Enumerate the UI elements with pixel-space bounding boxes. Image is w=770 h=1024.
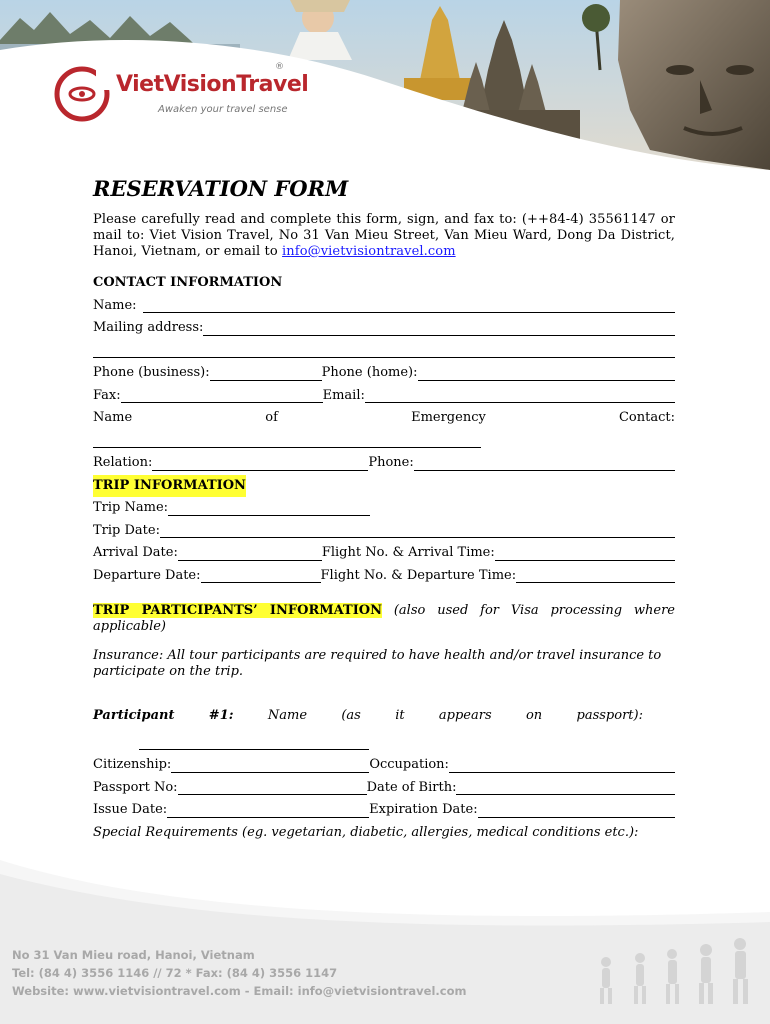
- trip-name-field[interactable]: [168, 499, 370, 516]
- mailing-field-2[interactable]: [93, 341, 675, 358]
- participants-note: (also used for Visa processing where applicable): [93, 603, 675, 634]
- arrival-date-label: Arrival Date:: [93, 545, 178, 560]
- email-link[interactable]: info@vietvisiontravel.com: [282, 244, 456, 259]
- issue-date-label: Issue Date:: [93, 802, 168, 817]
- fax-label: Fax:: [93, 387, 121, 403]
- email-label: Email:: [322, 387, 365, 403]
- arrival-date-field[interactable]: [178, 544, 322, 561]
- emergency-word-1: Name: [93, 410, 133, 425]
- emergency-label-row: [93, 407, 675, 430]
- mailing-field[interactable]: [203, 319, 675, 336]
- participants-heading-para: [93, 603, 675, 634]
- logo-brand: VietVisionTravel: [116, 72, 309, 97]
- occupation-label: Occupation:: [369, 757, 449, 772]
- phone-business-field[interactable]: [210, 364, 322, 381]
- footer-address: No 31 Van Mieu road, Hanoi, Vietnam: [12, 948, 255, 962]
- emergency-word-3: Emergency: [411, 410, 486, 425]
- phone-row: [93, 362, 675, 385]
- p1-word-2: (as: [341, 708, 361, 723]
- flight-arrival-field[interactable]: [495, 544, 675, 561]
- trip-date-label: Trip Date:: [93, 522, 160, 538]
- departure-date-field[interactable]: [201, 566, 321, 583]
- trip-name-label: Trip Name:: [93, 500, 169, 515]
- arrival-row: [93, 542, 675, 565]
- flight-departure-label: Flight No. & Departure Time:: [320, 567, 517, 583]
- occupation-field[interactable]: [449, 756, 675, 773]
- footer-website: Website: www.vietvisiontravel.com - Email: info@vietvisiontravel.com: [12, 984, 467, 998]
- special-row: [93, 822, 675, 845]
- emergency-word-4: Contact:: [618, 410, 675, 425]
- passport-label: Passport No:: [93, 779, 178, 795]
- departure-date-label: Departure Date:: [93, 567, 201, 583]
- issue-date-field[interactable]: [167, 801, 369, 818]
- expiration-field[interactable]: [478, 801, 675, 818]
- contact-heading: CONTACT INFORMATION: [93, 275, 283, 290]
- phone-home-label: Phone (home):: [321, 365, 418, 380]
- trip-date-field[interactable]: [160, 521, 675, 538]
- name-row: [93, 295, 675, 318]
- mailing-label: Mailing address:: [93, 320, 204, 335]
- dob-field[interactable]: [456, 778, 675, 795]
- form-body: [93, 176, 675, 844]
- participant-number: #1:: [208, 708, 234, 723]
- trip-heading-row: [93, 475, 675, 498]
- emergency-field-row: [93, 430, 675, 453]
- flight-arrival-label: Flight No. & Arrival Time:: [321, 545, 495, 560]
- relation-label: Relation:: [93, 455, 153, 470]
- passport-row: [93, 777, 675, 800]
- p1-word-4: appears: [438, 708, 492, 723]
- passport-field[interactable]: [178, 778, 367, 795]
- departure-row: [93, 565, 675, 588]
- participant-1-name-field[interactable]: [139, 733, 369, 750]
- dob-label: Date of Birth:: [366, 779, 457, 795]
- participant-1-label-row: [93, 705, 675, 728]
- mailing-row: [93, 317, 675, 340]
- flight-departure-field[interactable]: [516, 566, 675, 583]
- issue-row: [93, 799, 675, 822]
- name-label: Name:: [93, 297, 137, 313]
- mailing-row-2: [93, 340, 675, 363]
- special-label: Special Requirements (eg. vegetarian, diabetic, allergies, medical conditions etc.):: [93, 824, 639, 840]
- relation-field[interactable]: [152, 454, 368, 471]
- phone-business-label: Phone (business):: [93, 365, 210, 380]
- phone-home-field[interactable]: [418, 364, 676, 381]
- insurance-note: Insurance: All tour participants are required to have health and/or travel insurance to participate on the trip.: [93, 648, 662, 679]
- fax-field[interactable]: [121, 386, 323, 403]
- logo-swirl-icon: [52, 64, 112, 124]
- fax-row: [93, 385, 675, 408]
- participant-1-name-row: [93, 732, 675, 755]
- trip-heading: TRIP INFORMATION: [93, 475, 246, 498]
- p1-word-3: it: [395, 708, 405, 723]
- expiration-label: Expiration Date:: [369, 802, 478, 817]
- citizenship-label: Citizenship:: [93, 757, 172, 772]
- participants-heading: TRIP PARTICIPANTS’ INFORMATION: [93, 603, 382, 618]
- emergency-field[interactable]: [93, 431, 481, 448]
- participant-word: Participant: [93, 708, 175, 723]
- relation-phone-label: Phone:: [368, 455, 414, 470]
- p1-word-1: Name: [267, 708, 308, 723]
- footer-phone: Tel: (84 4) 3556 1146 // 72 * Fax: (84 4) 3556 1147: [12, 966, 338, 980]
- name-field[interactable]: [143, 296, 675, 313]
- company-logo: [52, 62, 309, 128]
- p1-word-6: passport):: [576, 708, 643, 723]
- p1-word-5: on: [525, 708, 543, 723]
- trip-name-row: [93, 497, 675, 520]
- logo-registered: ®: [275, 62, 284, 72]
- footer-contact: [12, 946, 466, 1000]
- intro-paragraph: [93, 212, 675, 260]
- email-field[interactable]: [365, 386, 675, 403]
- citizenship-row: [93, 754, 675, 777]
- relation-row: [93, 452, 675, 475]
- intro-text: Please carefully read and complete this form, sign, and fax to: (++84-4) 35561147 or mail to: Viet Vision Travel, No 31 Van Mieu Street, Van Mieu Ward, Dong Da District, Hanoi, Vietnam, or email to: [93, 212, 675, 259]
- trip-date-row: [93, 520, 675, 543]
- emergency-word-2: of: [265, 410, 278, 425]
- logo-slogan: Awaken your travel sense: [158, 104, 288, 115]
- relation-phone-field[interactable]: [414, 454, 675, 471]
- citizenship-field[interactable]: [171, 756, 369, 773]
- page-title: RESERVATION FORM: [93, 176, 349, 201]
